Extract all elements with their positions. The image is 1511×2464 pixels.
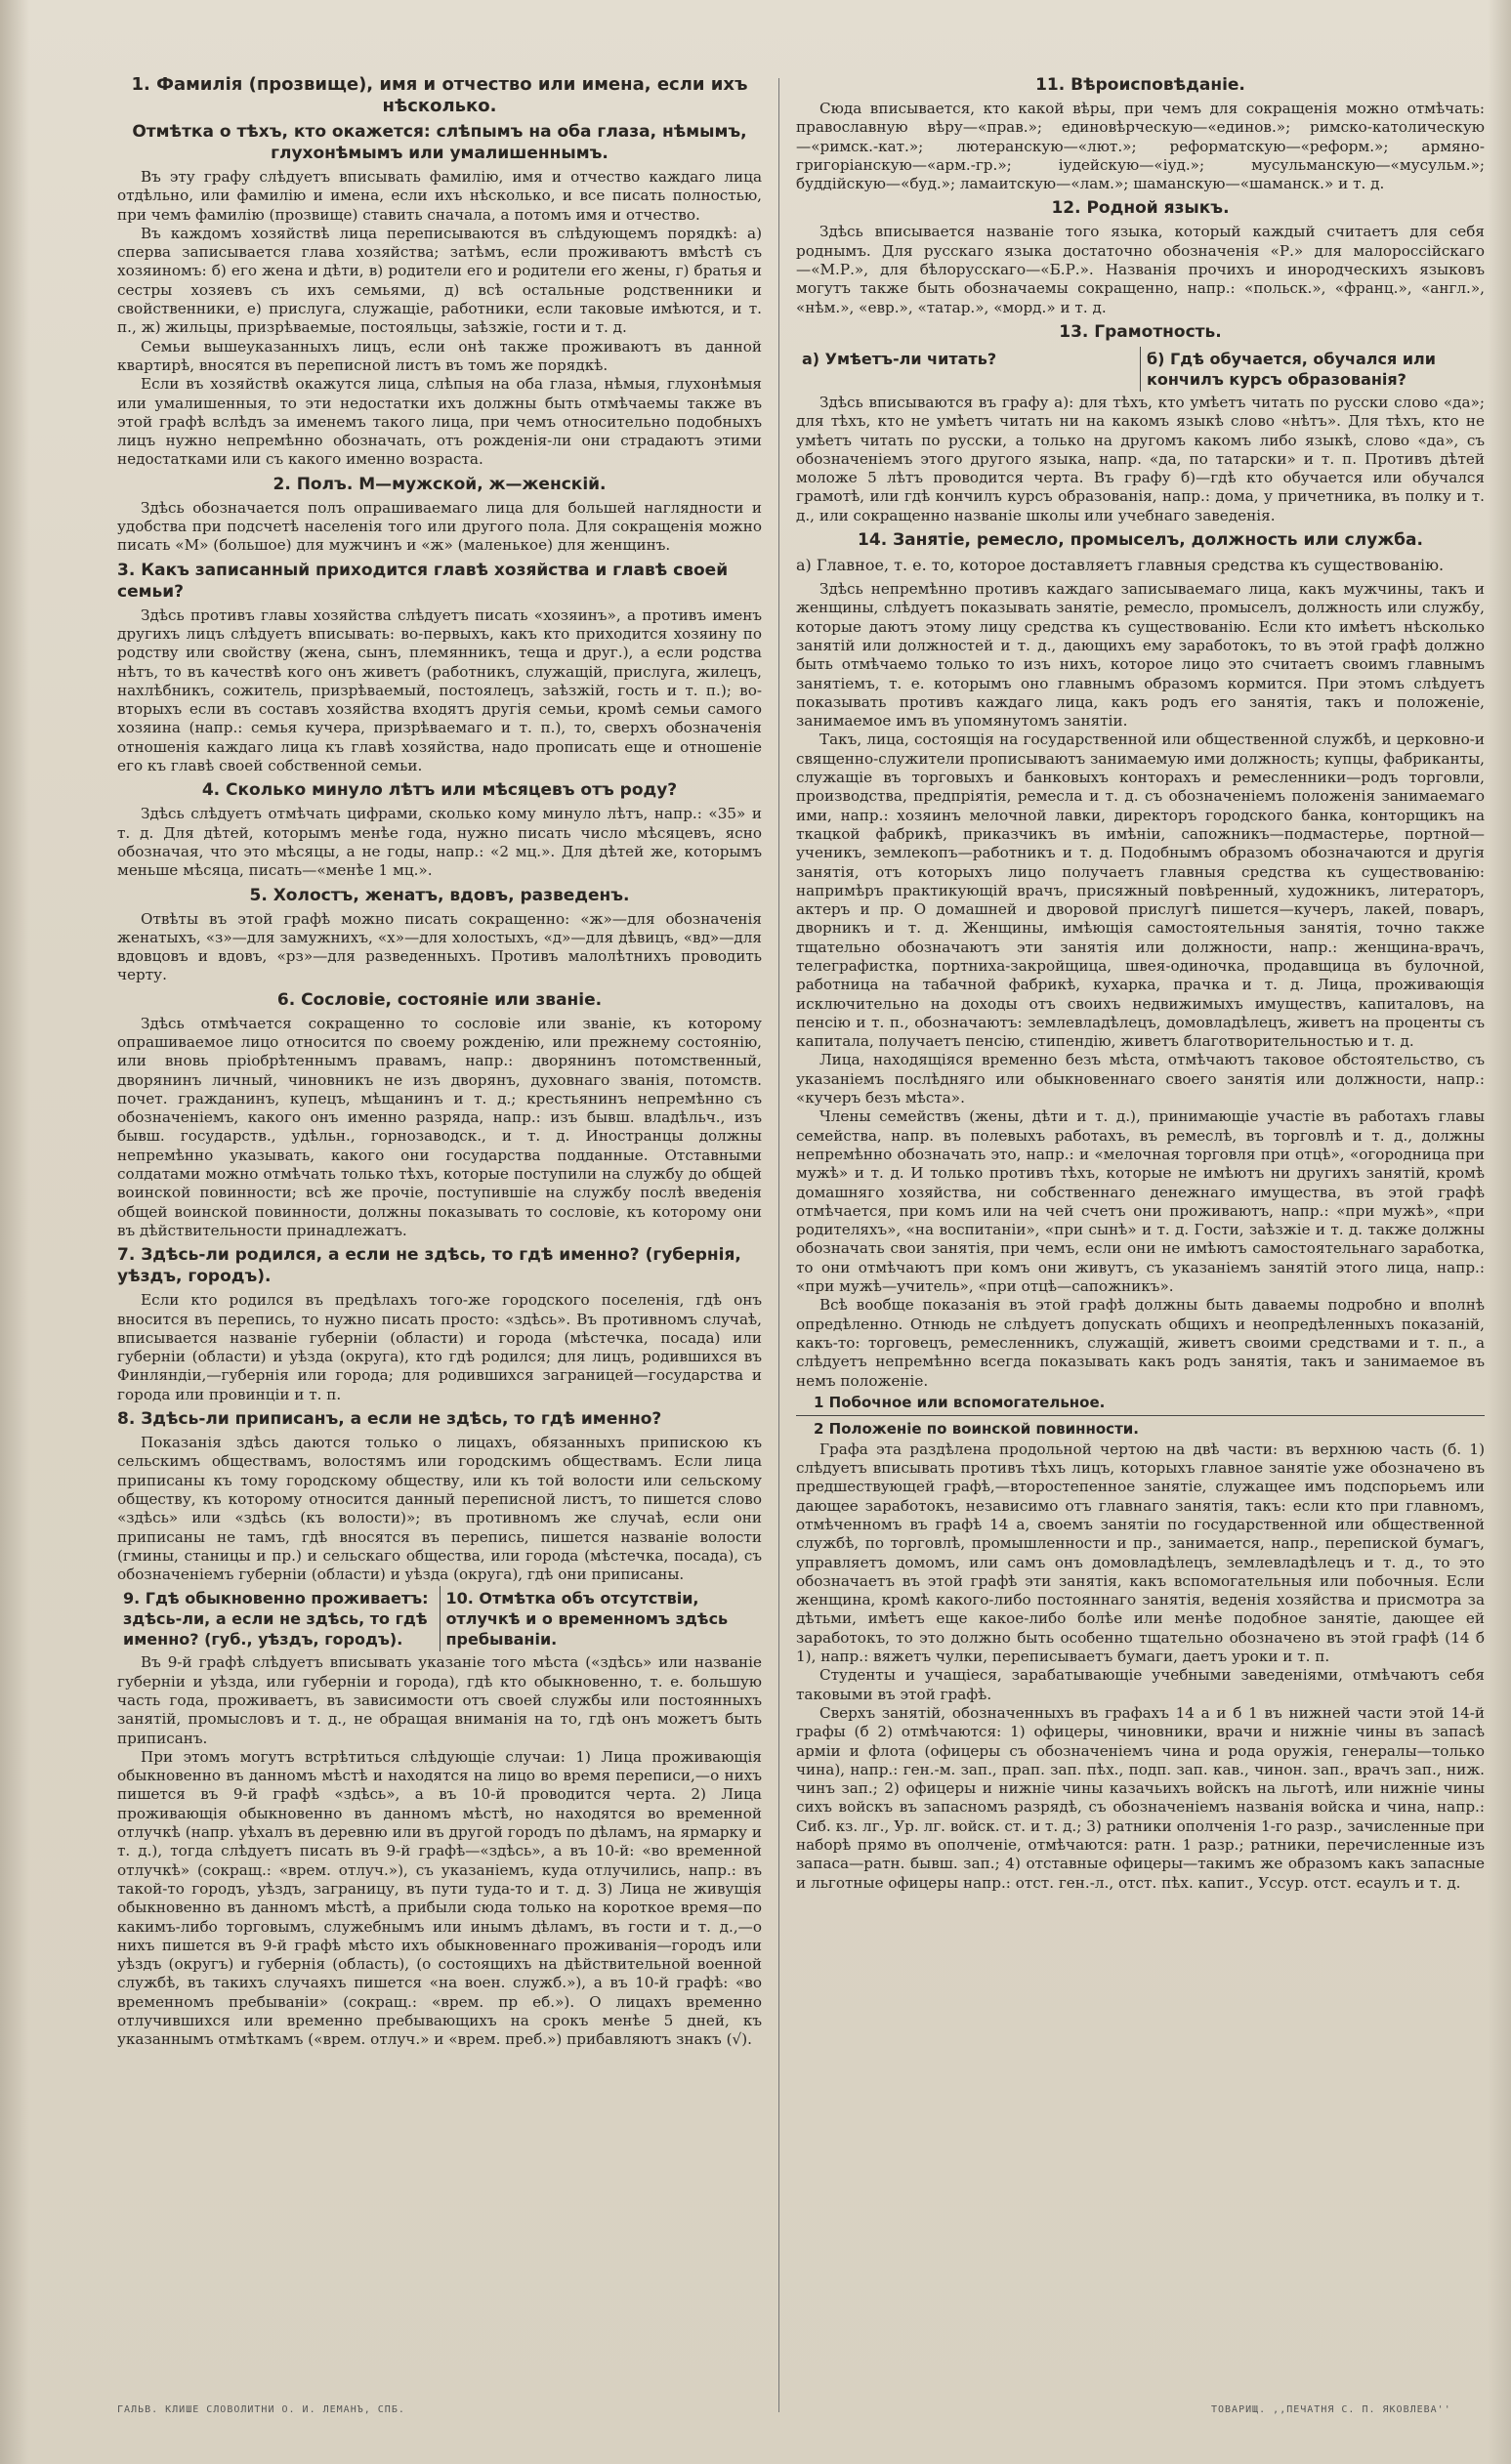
left-column — [117, 70, 762, 2405]
section-heading: 3. Какъ записанный приходится главѣ хозяйства и главѣ своей семьи? — [117, 560, 729, 602]
paragraph: Графа эта раздѣлена продольной чертою на двѣ части: въ верхнюю часть (б. 1) слѣдуетъ вписывать противъ тѣхъ лицъ, которыхъ главное занятіе уже обозначено въ предшествующей графѣ,—второстепенное занятіе, служащее имъ подспорьемъ или дающее заработокъ, независимо отъ главнаго занятія, такъ: если кто при главномъ, отмѣченномъ въ графѣ 14 а, своемъ занятіи по государственной или общественной службѣ, по торговлѣ, промышленности и пр., занимается, напр., перепиской бумагъ, управляетъ домомъ, или самъ онъ домовладѣлецъ, землевладѣлецъ и т. д., то это обозначаетъ въ этой графѣ эти занятія, какъ вспомогательныя или побочныя. Если женщина, кромѣ какого-либо постояннаго занятія, веденія хозяйства и присмотра за дѣтьми, имѣетъ еще какое-либо болѣе или менѣе подобное занятіе, дающее ей заработокъ, то это должно быть особенно тщательно обозначено въ этой графѣ (14 б 1), напр.: вяжетъ чулки, переписываетъ бумаги, даетъ уроки и т. п. — [796, 1440, 1485, 1666]
paragraph: Здѣсь обозначается полъ опрашиваемаго лица для большей наглядности и удобства при подсчетѣ населенія того или другого пола. Для сокращенія можно писать «М» (большое) для мужчинъ и «ж» (маленькое) для женщинъ. — [117, 498, 762, 555]
paragraph: Здѣсь вписывается названіе того языка, который каждый считаетъ для себя роднымъ. Для русскаго языка достаточно обозначенія «Р.» для малороссійскаго—«М.Р.», для бѣлорусскаго—«Б.Р.». Названія прочихъ и инородческихъ языковъ могутъ также быть обозначаемы сокращенно, напр.: «польск.», «франц.», «англ.», «нѣм.», «евр.», «татар.», «морд.» и т. д. — [796, 223, 1485, 316]
section-heading: 11. Вѣроисповѣданіе. — [1035, 75, 1245, 95]
section-heading: 1. Фамилія (прозвище), имя и отчество или имена, если ихъ нѣсколько. — [131, 74, 748, 116]
section-subheading: Отмѣтка о тѣхъ, кто окажется: слѣпымъ на оба глаза, нѣмымъ, глухонѣмымъ или умалишеннымъ. — [132, 122, 747, 163]
subsection-note: 1 Побочное или вспомогательное. — [814, 1393, 1106, 1411]
paragraph: При этомъ могутъ встрѣтиться слѣдующіе случаи: 1) Лица проживающія обыкновенно въ данномъ мѣстѣ и находятся на лицо во время переписи,—о нихъ пишется въ 9-й графѣ «здѣсь», а въ 10-й проводится черта. 2) Лица проживающія обыкновенно въ данномъ мѣстѣ, но находятся во временной отлучкѣ (напр. уѣхалъ въ деревню или въ другой городъ по дѣламъ, на ярмарку и т. д.), тогда слѣдуетъ писать въ 9-й графѣ—«здѣсь», а въ 10-й: «во временной отлучкѣ» (сокращ.: «врем. отлуч.»), съ указаніемъ, куда отлучились, напр.: въ такой-то городъ, уѣздъ, заграницу, въ пути туда-то и т. д. 3) Лица не живущія обыкновенно въ данномъ мѣстѣ, а прибыли сюда только на короткое время—по какимъ-либо торговымъ, служебнымъ или инымъ дѣламъ, въ гости и т. д.,—о нихъ пишется въ 9-й графѣ мѣсто ихъ обыкновеннаго проживанія—городъ или уѣздъ (округъ) и губернія (область), (о состоящихъ на дѣйствительной военной службѣ, въ такихъ случаяхъ пишется «на воен. служб.»), а въ 10-й графѣ: «во временномъ пребываніи» (сокращ.: «врем. пр еб.»). О лицахъ временно отлучившихся или временно пребывающихъ на срокъ менѣе 5 дней, къ указаннымъ отмѣткамъ («врем. отлуч.» и «врем. преб.») прибавляютъ знакъ (√). — [117, 1747, 762, 2049]
paragraph: Если въ хозяйствѣ окажутся лица, слѣпыя на оба глаза, нѣмыя, глухонѣмыя или умалишенныя, то эти недостатки ихъ должны быть отмѣчаемы также въ этой графѣ вслѣдъ за именемъ такого лица, при чемъ относительно подобныхъ лицъ нужно непремѣнно обозначать, отъ рожденія-ли они страдаютъ этими недостатками или съ какого именно возраста. — [117, 375, 762, 469]
page-edge-shadow — [1488, 0, 1511, 2464]
paragraph: Такъ, лица, состоящія на государственной или общественной службѣ, и церковно-и священно-служители прописываютъ занимаемую ими должность; купцы, фабриканты, служащіе въ торговыхъ и банковыхъ конторахъ и ремесленники—родъ торговли, производства, предпріятія, ремесла и т. д. съ обозначеніемъ положенія занимаемаго ими, напр.: хозяинъ мелочной лавки, директоръ городского банка, конторщикъ на ткацкой фабрикѣ, приказчикъ въ имѣніи, сапожникъ—подмастерье, портной—ученикъ, землекопъ—работникъ и т. д. Подобнымъ образомъ обозначаются и другія занятія, отъ которыхъ лицо получаетъ главныя средства къ существованію: напримѣръ практикующій врачъ, присяжный повѣренный, художникъ, литераторъ, актеръ и пр. О домашней и дворовой прислугѣ пишется—кучеръ, лакей, поваръ, дворникъ и т. д. Женщины, имѣющія самостоятельныя занятія, точно также тщательно обозначаютъ эти занятія или должности, напр.: женщина-врачъ, телеграфистка, портниха-закройщица, швея-одиночка, продавщица въ булочной, работница на табачной фабрикѣ, кухарка, прачка и т. д. Лица, проживающія исключительно на доходы отъ своихъ недвижимыхъ имуществъ, капиталовъ, на пенсію и т. п., обозначаютъ: землевладѣлецъ, домовладѣлецъ, живетъ на проценты съ капитала, получаетъ пенсію, стипендію, живетъ благотворительностью и т. д. — [796, 731, 1485, 1051]
section-heading: 4. Сколько минуло лѣтъ или мѣсяцевъ отъ роду? — [201, 780, 678, 801]
paragraph: Здѣсь слѣдуетъ отмѣчать цифрами, сколько кому минуло лѣтъ, напр.: «35» и т. д. Для дѣтей, которымъ менѣе года, нужно писать число мѣсяцевъ, ясно обозначая, что это мѣсяцы, а не годы, напр.: «2 мц.». Для дѣтей же, которымъ меньше мѣсяца, писать—«менѣе 1 мц.». — [117, 805, 762, 880]
paragraph: Въ 9-й графѣ слѣдуетъ вписывать указаніе того мѣста («здѣсь» или названіе губерніи и уѣзда, или губерніи и города), гдѣ кто обыкновенно, т. е. большую часть года, проживаетъ, въ зависимости отъ своей службы или постоянныхъ занятій, промысловъ и т. д., не обращая вниманія на то, гдѣ онъ можетъ быть приписанъ. — [117, 1653, 762, 1747]
subsection-note: 2 Положеніе по воинской повинности. — [814, 1419, 1139, 1438]
split-heading-9-10 — [117, 1586, 762, 1651]
section-heading: 8. Здѣсь-ли приписанъ, а если не здѣсь, то гдѣ именно? — [117, 1409, 662, 1430]
section-subheading: а) Умѣетъ-ли читать? — [802, 349, 997, 368]
paragraph: Всѣ вообще показанія въ этой графѣ должны быть даваемы подробно и вполнѣ опредѣленно. Отнюдь не слѣдуетъ допускать общихъ и неопредѣленныхъ показаній, какъ-то: торговецъ, ремесленникъ, служащій, живетъ своими средствами и т. п., а слѣдуетъ непремѣнно всегда показывать какъ родъ занятія, такъ и занимаемое въ немъ положеніе. — [796, 1296, 1485, 1390]
paragraph: Здѣсь отмѣчается сокращенно то сословіе или званіе, къ которому опрашиваемое лицо относится по своему рожденію, или прежнему состоянію, или вновь пріобрѣтеннымъ правамъ, напр.: дворянинъ потомственный, дворянинъ личный, чиновникъ не изъ дворянъ, духовнаго званія, потомств. почет. гражданинъ, купецъ, мѣщанинъ и т. д.; крестьянинъ непремѣнно съ обозначеніемъ, какого онъ именно разряда, напр.: изъ бывш. владѣльч., изъ бывш. государств., удѣльн., горнозаводск., и т. д. Иностранцы должны непремѣнно указывать, какого они государства подданные. Отставными солдатами можно отмѣчать только тѣхъ, которые поступили на службу до общей воинской повинности; всѣ же прочіе, поступившіе на службу послѣ введенія общей воинской повинности, должны показывать то сословіе, къ которому они въ дѣйствительности принадлежатъ. — [117, 1014, 762, 1239]
section-heading: 13. Грамотность. — [1059, 321, 1222, 342]
section-heading: 6. Сословіе, состояніе или званіе. — [276, 989, 603, 1010]
paragraph: Въ каждомъ хозяйствѣ лица переписываются въ слѣдующемъ порядкѣ: а) сперва записывается глава хозяйства; затѣмъ, если проживаютъ вмѣстѣ съ хозяиномъ: б) его жена и дѣти, в) родители его и родители его жены, г) братья и сестры хозяевъ съ ихъ семьями, д) всѣ остальные родственники и свойственники, е) прислуга, служащіе, работники, если таковые имѣются, и т. п., ж) жильцы, призрѣваемые, постояльцы, заѣзжіе, гости и т. д. — [117, 224, 762, 337]
section-heading: 7. Здѣсь-ли родился, а если не здѣсь, то гдѣ именно? (губернія, уѣздъ, городъ). — [117, 1245, 741, 1287]
section-heading: 5. Холостъ, женатъ, вдовъ, разведенъ. — [249, 885, 630, 905]
paragraph: Лица, находящіяся временно безъ мѣста, отмѣчаютъ таковое обстоятельство, съ указаніемъ послѣдняго или обыкновеннаго своего занятія или должности, напр.: «кучеръ безъ мѣста». — [796, 1051, 1485, 1107]
page-edge-shadow — [0, 0, 29, 2464]
printer-imprint-right: ТОВАРИЩ. ,,ПЕЧАТНЯ С. П. ЯКОВЛЕВА'' — [1211, 2404, 1451, 2415]
paragraph: Отвѣты въ этой графѣ можно писать сокращенно: «ж»—для обозначенія женатыхъ, «з»—для замужнихъ, «х»—для холостыхъ, «д»—для дѣвицъ, «вд»—для вдовцовъ и вдовъ, «рз»—для разведенныхъ. Противъ малолѣтнихъ проводить черту. — [117, 909, 762, 984]
section-heading: 14. Занятіе, ремесло, промыселъ, должность или служба. — [858, 530, 1423, 551]
paragraph: Семьи вышеуказанныхъ лицъ, если онѣ также проживаютъ въ данной квартирѣ, вносятся въ переписной листъ въ томъ же порядкѣ. — [117, 337, 762, 374]
paragraph: Въ эту графу слѣдуетъ вписывать фамилію, имя и отчество каждаго лица отдѣльно, или фамилію и имена, если ихъ нѣсколько, и все писать полностью, при чемъ фамилію (прозвище) ставить сначала, а потомъ имя и отчество. — [117, 168, 762, 224]
paragraph: Сверхъ занятій, обозначенныхъ въ графахъ 14 а и б 1 въ нижней части этой 14-й графы (б 2) отмѣчаются: 1) офицеры, чиновники, врачи и нижніе чины въ запасѣ арміи и флота (офицеры съ обозначеніемъ чина и рода оружія, генералы—только чина), напр.: ген.-м. зап., прап. зап. пѣх., подп. зап. кав., чинон. зап., врачъ зап., ниж. чинъ зап.; 2) офицеры и нижніе чины казачьихъ войскъ на льготѣ, или нижніе чины сихъ войскъ въ запасномъ разрядѣ, съ обозначеніемъ названія войска и чина, напр.: Сиб. кз. лг., Ур. лг. войск. ст. и т. д.; 3) ратники ополченія 1-го разр., зачисленные при наборѣ прямо въ ополченіе, отмѣчаются: ратн. 1 разр.; ратники, перечисленные изъ запаса—ратн. бывш. зап.; 4) отставные офицеры—такимъ же образомъ какъ запасные и льготные офицеры напр.: отст. ген.-л., отст. пѣх. капит., Уссур. отст. есаулъ и т. д. — [796, 1703, 1485, 1892]
section-heading: 9. Гдѣ обыкновенно проживаетъ: здѣсь-ли, а если не здѣсь, то гдѣ именно? (губ., уѣздъ, городъ). — [123, 1589, 429, 1650]
paragraph: Здѣсь непремѣнно противъ каждаго записываемаго лица, какъ мужчины, такъ и женщины, слѣдуетъ показывать занятіе, ремесло, промыселъ, должность или службу, которые даютъ этому лицу средства къ существованію. Если кто имѣетъ нѣсколько занятій или должностей и т. д., дающихъ ему заработокъ, то въ этой графѣ должно быть отмѣчаемо только то изъ нихъ, которое лицо это считаетъ своимъ главнымъ занятіемъ, т. е. которымъ оно главнымъ образомъ кормится. При этомъ слѣдуетъ показывать противъ каждаго лица, какъ родъ его занятія, такъ и положеніе, занимаемое имъ въ упомянутомъ занятіи. — [796, 580, 1485, 731]
paragraph: Показанія здѣсь даются только о лицахъ, обязанныхъ припискою къ сельскимъ обществамъ, волостямъ или городскимъ обществамъ. Если лица приписаны къ тому городскому обществу, или къ той волости или сельскому обществу, къ которому относится данный переписной листъ, то пишется слово «здѣсь» или «здѣсь (къ волости)»; въ противномъ же случаѣ, если они приписаны не тамъ, гдѣ вносятся въ перепись, пишется названіе волости (гмины, станицы и пр.) и сельскаго общества, или города (мѣстечка, посада), съ обозначеніемъ губерніи (области) и уѣзда (округа), гдѣ они приписаны. — [117, 1434, 762, 1584]
column-divider — [778, 78, 779, 2412]
rule — [796, 1415, 1485, 1416]
section-heading: 12. Родной языкъ. — [1051, 198, 1230, 219]
paragraph: Студенты и учащіеся, зарабатывающіе учебными заведеніями, отмѣчаютъ себя таковыми въ этой графѣ. — [796, 1666, 1485, 1703]
paragraph: Члены семействъ (жены, дѣти и т. д.), принимающіе участіе въ работахъ главы семейства, напр. въ полевыхъ работахъ, въ ремеслѣ, въ торговлѣ и т. д., должны непремѣнно обозначать это, напр.: и «мелочная торговля при отцѣ», «огородница при мужѣ» и т. д. И только противъ тѣхъ, которые не имѣютъ ни другихъ занятій, кромѣ домашняго хозяйства, ни собственнаго денежнаго имущества, въ этой графѣ отмѣчается, при комъ или на чей счетъ они проживаютъ, напр.: «при мужѣ», «при родителяхъ», «на воспитаніи», «при сынѣ» и т. д. Гости, заѣзжіе и т. д. также должны обозначать свои занятія, при чемъ, если они не имѣютъ самостоятельнаго заработка, то они отмѣчаютъ при комъ они живутъ, съ указаніемъ занятій этого лица, напр.: «при мужѣ—учитель», «при отцѣ—сапожникъ». — [796, 1107, 1485, 1296]
section-heading: 10. Отмѣтка объ отсутствіи, отлучкѣ и о временномъ здѣсь пребываніи. — [440, 1586, 763, 1651]
section-subheading: б) Гдѣ обучается, обучался или кончилъ курсъ образованія? — [1140, 347, 1485, 392]
paragraph: Здѣсь противъ главы хозяйства слѣдуетъ писать «хозяинъ», а противъ именъ другихъ лицъ слѣдуетъ вписывать: во-первыхъ, какъ кто приходится хозяину по родству или свойству (жена, сынъ, племянникъ, теща и друг.), а если родства нѣтъ, то въ качествѣ кого онъ живетъ (работникъ, служащій, прислуга, жилецъ, нахлѣбникъ, сожитель, призрѣваемый, постоялецъ, заѣзжій, гость и т. п.); во-вторыхъ если въ составъ хозяйства входятъ другія семьи, кромѣ семьи самого хозяина (напр.: семья кучера, призрѣваемаго и т. п.), то, сверхъ обозначенія отношенія каждаго лица къ главѣ хозяйства, надо прописать еще и отношеніе его къ главѣ своей собственной семьи. — [117, 606, 762, 775]
section-heading: 2. Полъ. М—мужской, ж—женскій. — [273, 474, 607, 494]
paragraph: Сюда вписывается, кто какой вѣры, при чемъ для сокращенія можно отмѣчать: православную вѣру—«прав.»; единовѣрческую—«единов.»; римско-католическую—«римск.-кат.»; лютеранскую—«лют.»; реформатскую—«реформ.»; армяно-григоріанскую—«арм.-гр.»; іудейскую—«іуд.»; мусульманскую—«мусульм.»; буддійскую—«буд.»; ламаитскую—«лам.»; шаманскую—«шаманск.» и т. д. — [796, 100, 1485, 193]
printer-imprint-left: ГАЛЬВ. КЛИШЕ СЛОВОЛИТНИ О. И. ЛЕМАНЪ, СПБ. — [117, 2404, 405, 2415]
split-heading-13 — [796, 347, 1485, 392]
paragraph: Здѣсь вписываются въ графу а): для тѣхъ, кто умѣетъ читать по русски слово «да»; для тѣхъ, кто не умѣетъ читать ни на какомъ языкѣ слово «нѣтъ». Для тѣхъ, кто не умѣетъ читать по русски, а только на другомъ какомъ либо языкѣ, слово «да», съ обозначеніемъ этого другого языка, напр. «да, по татарски» и т. п. Противъ дѣтей моложе 5 лѣтъ проводится черта. Въ графу б)—гдѣ кто обучается или обучался грамотѣ, или гдѣ кончилъ курсъ образованія, напр.: дома, у причетника, въ полку и т. д., или сокращенно названіе школы или учебнаго заведенія. — [796, 393, 1485, 524]
right-column — [796, 70, 1485, 2405]
paragraph: Если кто родился въ предѣлахъ того-же городского поселенія, гдѣ онъ вносится въ перепись, то нужно писать просто: «здѣсь». Въ противномъ случаѣ, вписывается названіе губерніи (области) и города (мѣстечка, посада) или губерніи (области) и уѣзда (округа), кто гдѣ родился; для лицъ, родившихся въ Финляндіи,—губернія или города; для родившихся заграницей—государства и города или провинціи и т. п. — [117, 1291, 762, 1403]
section-subheading: а) Главное, т. е. то, которое доставляетъ главныя средства къ существованію. — [796, 556, 1445, 575]
